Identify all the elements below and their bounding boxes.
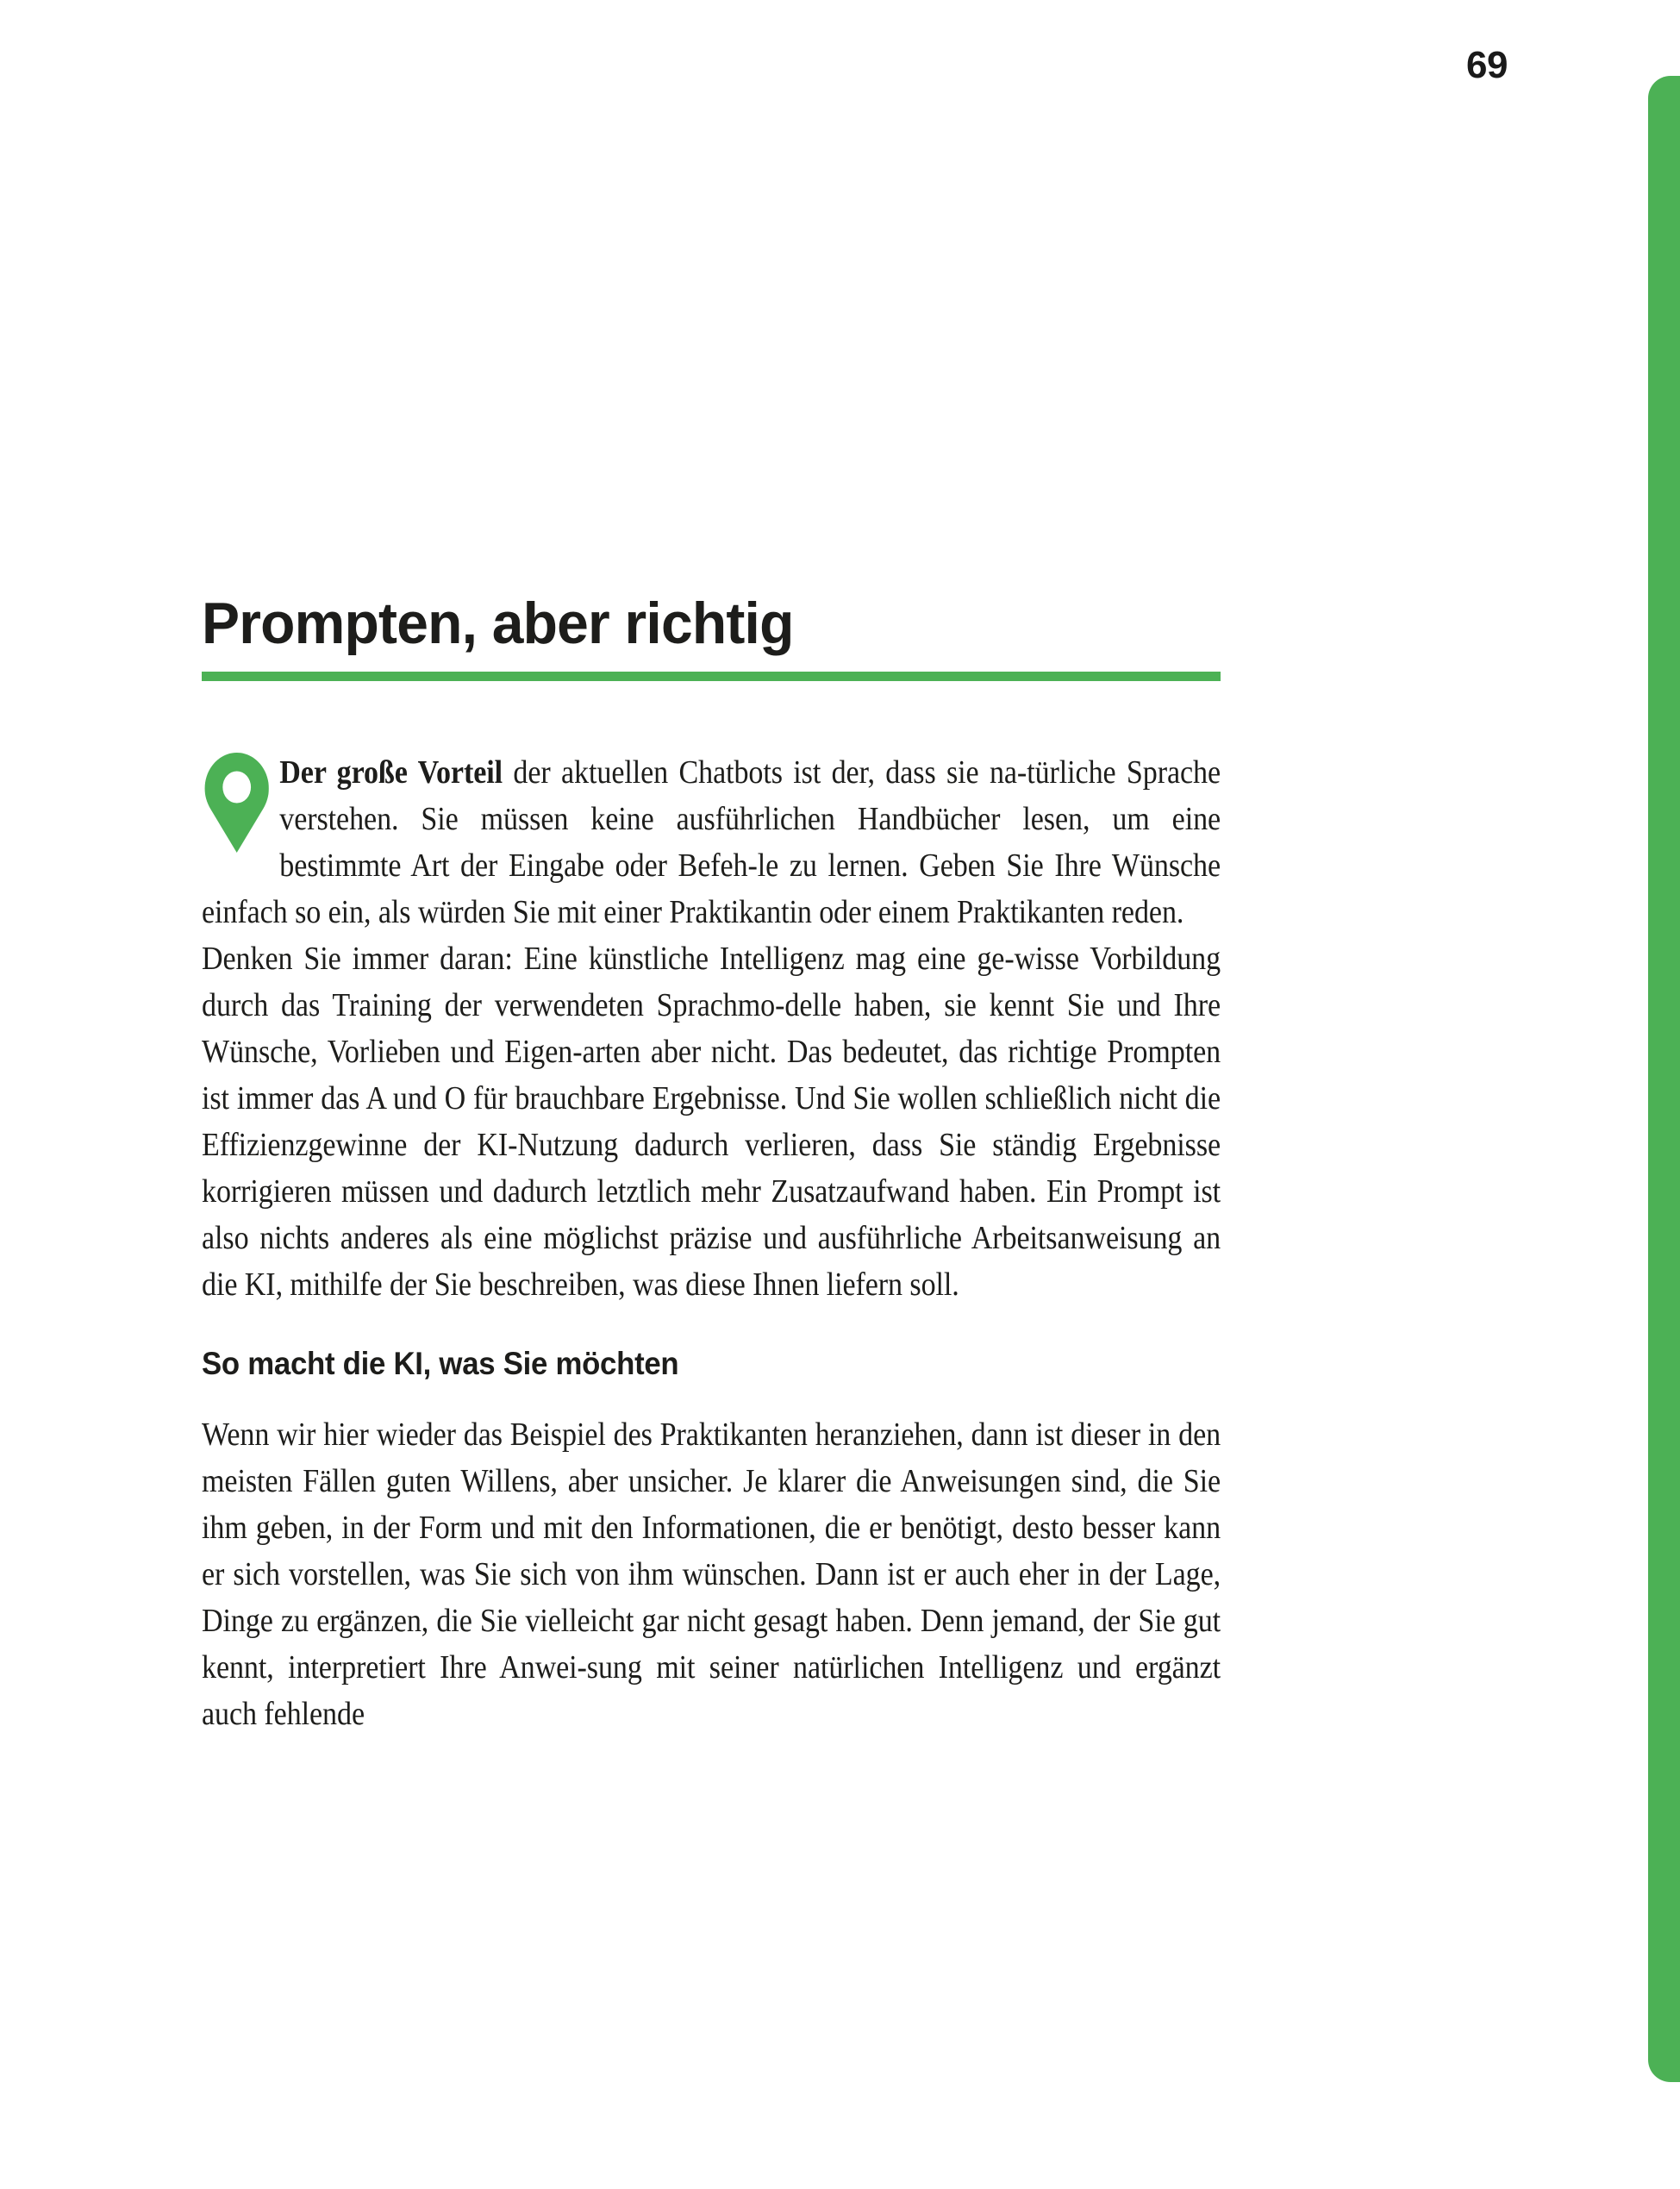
subheading-spacer-top xyxy=(202,1308,1221,1342)
callout-lead-bold: Der große Vorteil xyxy=(279,754,503,791)
subheading-spacer-bottom xyxy=(202,1385,1221,1411)
paragraph-3: Wenn wir hier wieder das Beispiel des Praktikanten heranziehen, dann ist dieser in den meisten Fällen guten Willens, aber unsicher. Je klarer die Anweisungen sind, die Sie ihm geben, in der Form und mit den Informationen, die er benötigt, desto besser kann er sich vorstellen, was Sie sich von ihm wünschen. Dann ist er auch eher in der Lage, Dinge zu ergänzen, die Sie vielleicht gar nicht gesagt haben. Denn jemand, der Sie gut kennt, interpretiert Ihre Anwei-sung mit seiner natürlichen Intelligenz und ergänzt auch fehlende xyxy=(202,1417,1221,1732)
body-text-block xyxy=(202,749,1221,1737)
page-number: 69 xyxy=(1466,44,1508,86)
paragraph-2: Denken Sie immer daran: Eine künstliche Intelligenz mag eine ge-wisse Vorbildung durch das Training der verwendeten Sprachmo-delle haben, sie kennt Sie und Ihre Wünsche, Vorlieben und Eigen-arten aber nicht. Das bedeutet, das richtige Prompten ist immer das A und O für brauchbare Ergebnisse. Und Sie wollen schließlich nicht die Effizienzgewinne der KI-Nutzung dadurch verlieren, dass Sie ständig Ergebnisse korrigieren müssen und dadurch letztlich mehr Zusatzaufwand haben. Ein Prompt ist also nichts anderes als eine möglichst präzise und ausführliche Arbeitsanweisung an die KI, mithilfe der Sie beschreiben, was diese Ihnen liefern soll. xyxy=(202,941,1221,1303)
chapter-edge-tab xyxy=(1648,76,1680,2082)
title-underline-rule xyxy=(202,672,1221,681)
map-pin-icon xyxy=(205,753,280,854)
page-title: Prompten, aber richtig xyxy=(202,591,794,656)
callout-lead-rest: der aktuellen Chatbots ist der, dass sie na-türliche Sprache verstehen. Sie müssen keine ausführlichen Handbücher lesen, um eine bestimmte Art der Eingabe oder Befeh-le zu lernen. Geben Sie Ihre Wünsche einfach so ein, als würden Sie mit einer Praktikantin oder einem Praktikanten reden. xyxy=(202,754,1221,930)
section-subheading: So macht die KI, was Sie möchten xyxy=(202,1346,679,1381)
callout-paragraph xyxy=(202,749,1221,935)
